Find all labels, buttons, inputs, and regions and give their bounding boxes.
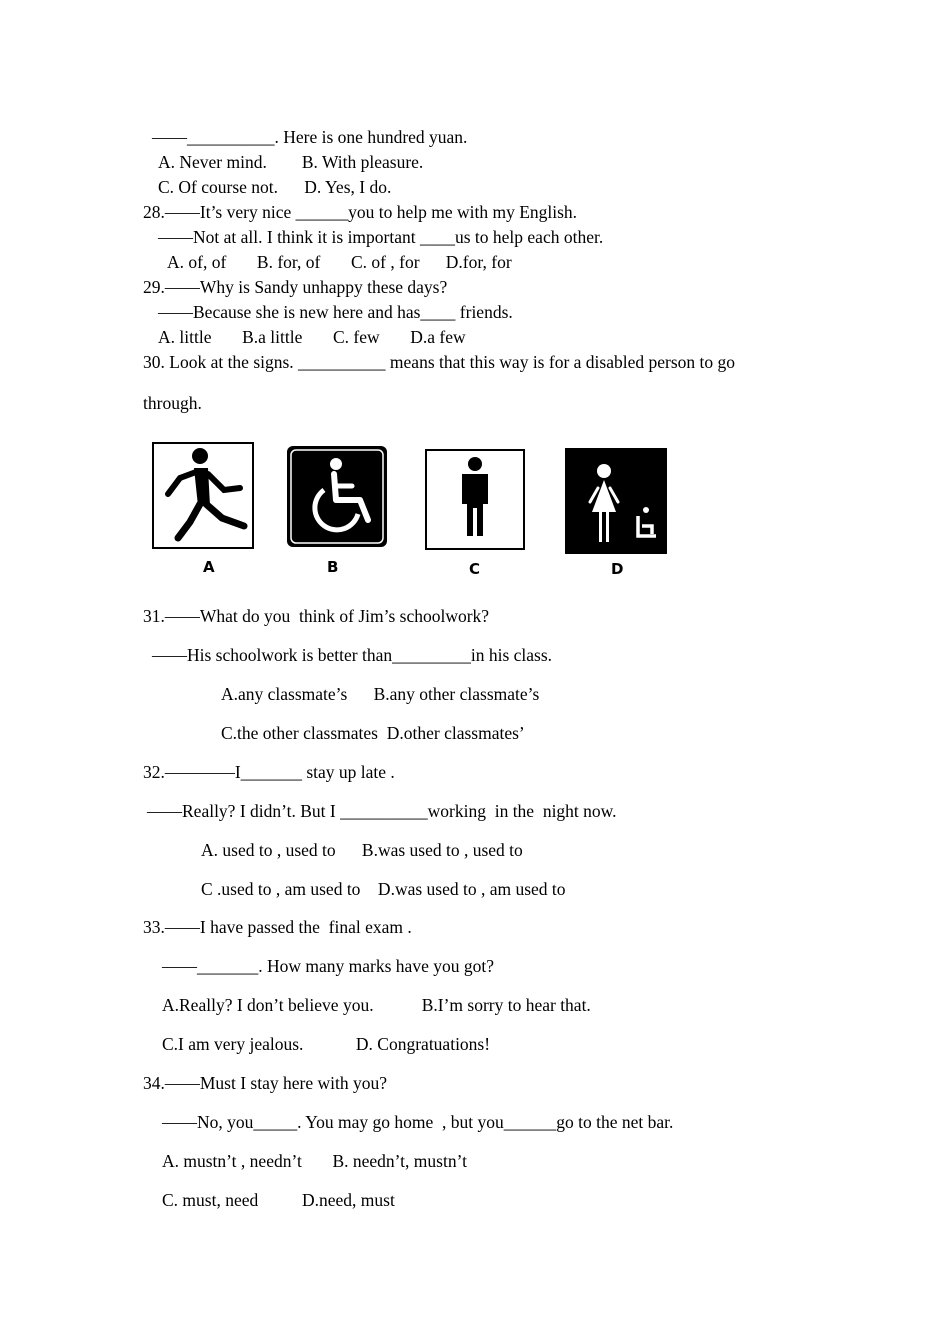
q32-options-row1: A. used to , used to B.was used to , used to <box>201 840 523 860</box>
q29-options: A. little B.a little C. few D.a few <box>158 327 466 347</box>
q33-response: ——_______. How many marks have you got? <box>162 956 494 976</box>
signs-figure <box>150 438 690 588</box>
q34-question: 34.——Must I stay here with you? <box>143 1073 387 1093</box>
q30-question: 30. Look at the signs. __________ means that this way is for a disabled person to go <box>143 352 736 372</box>
sign-label-c: C <box>469 560 481 578</box>
q32-options-row2: C .used to , am used to D.was used to , am used to <box>201 879 566 899</box>
q33-options-row1: A.Really? I don’t believe you. B.I’m sorry to hear that. <box>162 995 591 1015</box>
wheelchair-icon <box>287 446 387 547</box>
q31-response: ——His schoolwork is better than_________in his class. <box>152 645 553 665</box>
q28-question: 28.——It’s very nice ______you to help me with my English. <box>143 202 578 222</box>
q32-response: ——Really? I didn’t. But I __________working in the night now. <box>147 801 617 821</box>
running-person-icon <box>153 443 253 548</box>
q28-response: ——Not at all. I think it is important ____us to help each other. <box>158 227 604 247</box>
q31-question: 31.——What do you think of Jim’s schoolwork? <box>143 606 490 626</box>
q34-options-row2: C. must, need D.need, must <box>162 1190 395 1210</box>
q28-options: A. of, of B. for, of C. of , for D.for, for <box>167 252 512 272</box>
q32-question: 32.————I_______ stay up late . <box>143 762 395 782</box>
man-icon <box>426 450 524 549</box>
q33-question: 33.——I have passed the final exam . <box>143 917 412 937</box>
q27-response: ——__________. Here is one hundred yuan. <box>152 127 468 147</box>
q27-options-row1: A. Never mind. B. With pleasure. <box>158 152 424 172</box>
q31-options-row2: C.the other classmates D.other classmates’ <box>221 723 525 743</box>
q27-options-row2: C. Of course not. D. Yes, I do. <box>158 177 392 197</box>
q33-options-row2: C.I am very jealous. D. Congratuations! <box>162 1034 491 1054</box>
sign-label-a: A <box>203 558 215 576</box>
q34-response: ——No, you_____. You may go home , but you______go to the net bar. <box>162 1112 674 1132</box>
woman-with-baby-icon <box>565 448 667 554</box>
q29-question: 29.——Why is Sandy unhappy these days? <box>143 277 448 297</box>
q30-question-cont: through. <box>143 393 202 413</box>
sign-label-b: B <box>327 558 339 576</box>
q31-options-row1: A.any classmate’s B.any other classmate’s <box>221 684 540 704</box>
sign-label-d: D <box>611 560 624 578</box>
q29-response: ——Because she is new here and has____ friends. <box>158 302 513 322</box>
q34-options-row1: A. mustn’t , needn’t B. needn’t, mustn’t <box>162 1151 467 1171</box>
